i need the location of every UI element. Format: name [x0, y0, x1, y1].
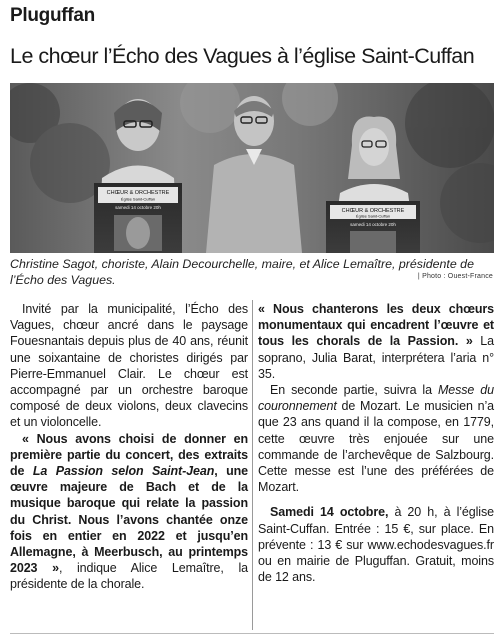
quote-part-a: « Nous avons choisi de donner en première partie du concert, des extraits de	[10, 431, 248, 479]
paragraph-intro: Invité par la municipalité, l’Écho des Vagues, chœur ancré dans le paysage Fouesnantais depuis plus de 40 ans, réunit une soixantaine de choristes dirigés par Pierre-Emmanuel Clair. Le chœur est accompagné par un orchestre baroque composé de deux violons, deux clavecins et un violoncelle.	[10, 302, 248, 430]
paragraph-second-part	[258, 382, 494, 495]
location-label: Pluguffan	[10, 5, 95, 26]
svg-text:samedi 14 octobre 20h: samedi 14 octobre 20h	[115, 205, 161, 210]
quote-part-c: « Nous chanterons les deux chœurs monumentaux qui encadrent l’œuvre et tous les chorals de la Passion. »	[258, 302, 494, 349]
column-divider	[252, 300, 253, 630]
second-part-text-b: de Mozart. Le musicien n’a que 23 ans quand il la compose, en 1779, cette œuvre très enjouée sur une commande de l’archevêque de Salzbourg. Cette messe est l’une des préférées de Mozart.	[258, 399, 494, 495]
svg-text:CHŒUR & ORCHESTRE: CHŒUR & ORCHESTRE	[341, 208, 405, 214]
article-column-left	[10, 301, 248, 593]
event-details: à 20 h, à l’église Saint-Cuffan. Entrée : 15 €, sur place. En prévente : 13 € sur www.echodesvagues.fr ou en mairie de Pluguffan. Gratuit, moins de 12 ans.	[258, 505, 494, 585]
article-headline: Le chœur l’Écho des Vagues à l’église Saint-Cuffan	[10, 44, 475, 68]
poster-right	[326, 201, 420, 253]
bottom-rule	[10, 633, 494, 634]
svg-text:samedi 14 octobre 20h: samedi 14 octobre 20h	[350, 222, 396, 227]
second-part-text-a: En seconde partie, suivra la	[270, 383, 438, 398]
paragraph-quote-continued	[258, 301, 494, 382]
paragraph-practical-info	[258, 504, 494, 585]
paragraph-quote	[10, 431, 248, 593]
work-title-mozart: Messe du couronnement	[258, 383, 494, 414]
photo-caption	[10, 256, 494, 288]
photo-credit: | Photo : Ouest-France	[417, 273, 493, 280]
svg-text:Église Saint-Cuffan: Église Saint-Cuffan	[120, 196, 156, 202]
work-title-passion: La Passion selon Saint-Jean	[32, 464, 215, 479]
article-photo	[10, 83, 494, 253]
soprano-note: La soprano, Julia Barat, interprétera l’aria n° 35.	[258, 334, 495, 381]
article-column-right	[258, 301, 494, 585]
svg-text:CHŒUR & ORCHESTRE: CHŒUR & ORCHESTRE	[106, 190, 170, 196]
caption-text: Christine Sagot, choriste, Alain Decourchelle, maire, et Alice Lemaître, présidente de l’Écho des Vagues.	[10, 257, 474, 287]
poster-left	[94, 183, 182, 253]
quote-attribution: , indique Alice Lemaître, la présidente de la chorale.	[10, 561, 248, 592]
event-date: Samedi 14 octobre,	[270, 505, 389, 520]
svg-text:Église Saint-Cuffan: Église Saint-Cuffan	[355, 213, 391, 219]
quote-part-b: , une œuvre majeure de Bach et de la musique baroque qui relate la passion du Christ. Nous l’avons chantée onze fois en entier en 2022 et jusqu’en Allemagne, à Meerbusch, au printemps 2023 »	[10, 464, 249, 576]
